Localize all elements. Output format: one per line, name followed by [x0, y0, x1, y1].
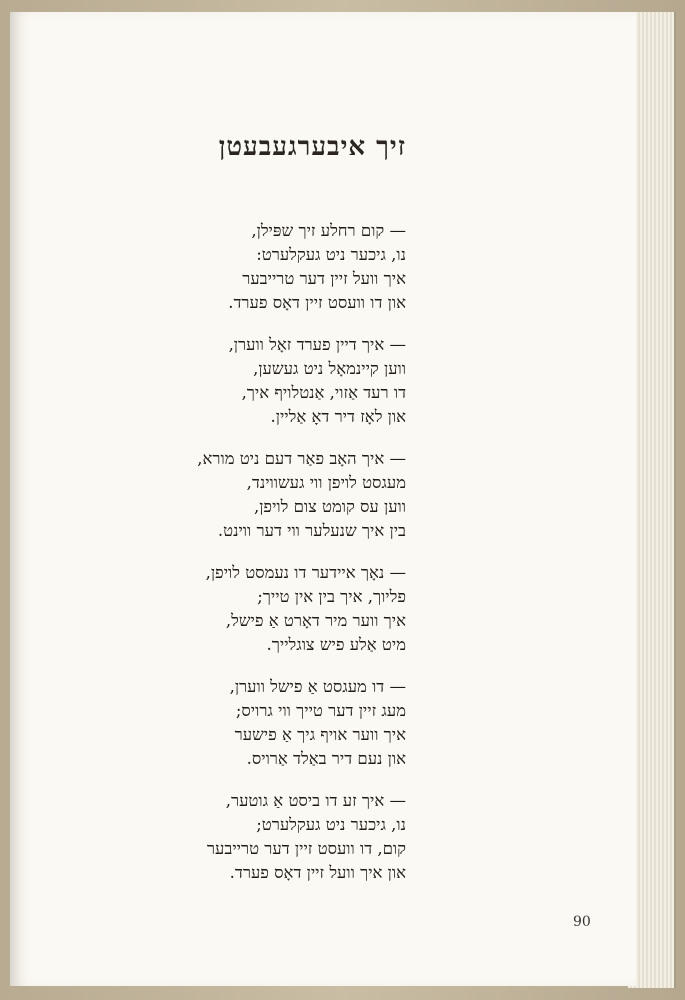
stanza-5: [160, 675, 406, 771]
poem-line: בין איך שנעלער ווי דער ווינט.: [217, 521, 406, 540]
poem-line: מעג זיין דער טייך ווי גרויס;: [235, 701, 406, 720]
poem-line: ווען עס קומט צום לויפן,: [253, 497, 406, 516]
poem-line: איך ווער מיר דאָרט אַ פישל,: [225, 611, 406, 630]
poem-line: — קום רחלע זיך שפּילן,: [251, 221, 406, 240]
poem-line: פליוך, איך בין אין טייך;: [257, 587, 406, 606]
poem-line: דו רעד אַזוי, אַנטלויף איך,: [241, 383, 406, 402]
poem-line: — איך זע דו ביסט אַ גוטער,: [225, 791, 406, 810]
poem-line: מיט אַלע פיש צוגלייך.: [266, 635, 406, 654]
poem-line: מעגסט לויפן ווי געשווינד,: [246, 473, 406, 492]
poem-line: און לאָז דיר דאָ אַליין.: [270, 407, 406, 426]
poem-body: [160, 219, 406, 903]
stanza-1: [160, 219, 406, 315]
stanza-6: [160, 789, 406, 885]
stanza-2: [160, 333, 406, 429]
poem-line: — איך דיין פערד זאָל ווערן,: [228, 335, 406, 354]
poem-line: — נאָך איידער דו נעמסט לויפן,: [205, 563, 406, 582]
page-number: 90: [573, 914, 591, 930]
poem-line: און דו וועסט זיין דאָס פערד.: [228, 293, 406, 312]
poem-line: — דו מעגסט אַ פישל ווערן,: [229, 677, 406, 696]
poem-line: נו, גיכער ניט געקלערט:: [256, 245, 406, 264]
poem-line: און איך וועל זיין דאָס פערד.: [229, 863, 406, 882]
poem-line: איך ווער אויף גיך אַ פישער: [234, 725, 406, 744]
poem-line: און נעם דיר באַלד אַרויס.: [246, 749, 406, 768]
book-page: [10, 12, 636, 986]
poem-line: קום, דו וועסט זיין דער טרייבער: [206, 839, 406, 858]
poem-line: ווען קיינמאָל ניט געשען,: [253, 359, 406, 378]
stanza-3: [160, 447, 406, 543]
poem-title: זיך איבערגעבעטן: [218, 132, 406, 162]
poem-line: — איך האָב פאַר דעם ניט מורא,: [197, 449, 406, 468]
poem-line: איך וועל זיין דער טרייבער: [242, 269, 406, 288]
stanza-4: [160, 561, 406, 657]
poem-line: נו, גיכער ניט געקלערט;: [256, 815, 406, 834]
